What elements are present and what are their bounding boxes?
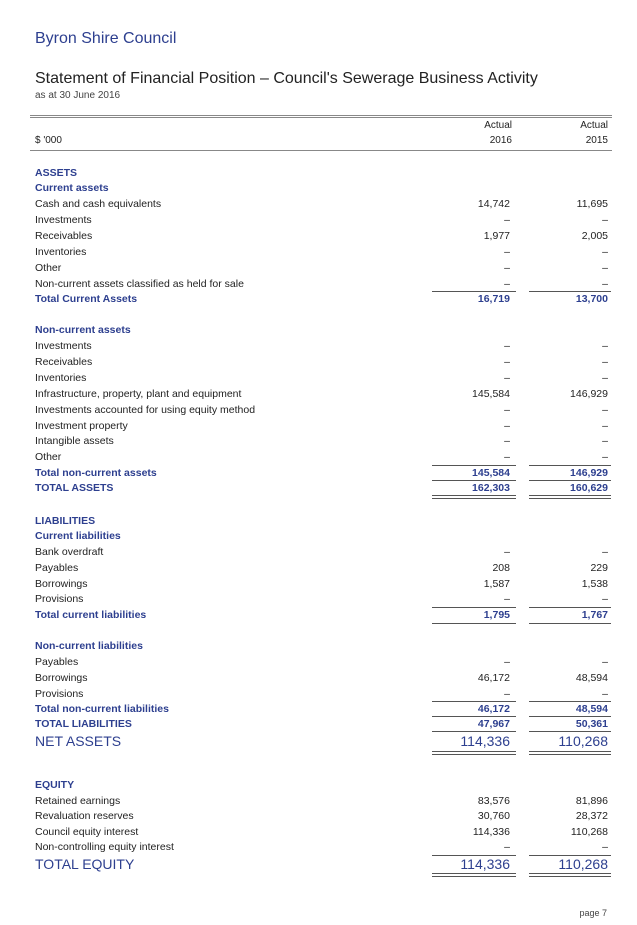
total-assets-row: TOTAL ASSETS 162,303 160,629 xyxy=(35,482,608,494)
table-row: Borrowings 1,587 1,538 xyxy=(35,578,608,590)
table-row: Payables 208 229 xyxy=(35,562,608,574)
subtotal-rule xyxy=(432,623,516,624)
total-liabilities-row: TOTAL LIABILITIES 47,967 50,361 xyxy=(35,718,608,730)
liabilities-heading: LIABILITIES xyxy=(35,515,96,527)
total-equity-row: TOTAL EQUITY 114,336 110,268 xyxy=(35,856,608,872)
table-row: Intangible assets – – xyxy=(35,435,608,447)
net-assets-row: NET ASSETS 114,336 110,268 xyxy=(35,733,608,749)
table-row: Non-controlling equity interest – – xyxy=(35,841,608,853)
table-row: Payables – – xyxy=(35,656,608,668)
total-noncurrent-assets-row: Total non-current assets 145,584 146,929 xyxy=(35,467,608,479)
current-liabilities-heading: Current liabilities xyxy=(35,530,121,542)
council-name: Byron Shire Council xyxy=(35,30,177,47)
total-double-rule xyxy=(529,751,611,755)
header-top-rule-2 xyxy=(30,117,612,118)
table-row: Bank overdraft – – xyxy=(35,546,608,558)
page-number: page 7 xyxy=(579,908,607,918)
total-double-rule xyxy=(432,495,516,499)
table-row: Investments accounted for using equity method – – xyxy=(35,404,608,416)
table-row: Provisions – – xyxy=(35,688,608,700)
assets-heading: ASSETS xyxy=(35,167,78,179)
header-bottom-rule xyxy=(30,150,612,151)
subtotal-rule xyxy=(529,623,611,624)
total-noncurrent-liabilities-row: Total non-current liabilities 46,172 48,594 xyxy=(35,703,608,715)
table-row: Investment property – – xyxy=(35,420,608,432)
col-2016-year: 2016 xyxy=(489,135,512,146)
table-row: Other – – xyxy=(35,451,608,463)
total-double-rule xyxy=(432,873,516,877)
table-row: Revaluation reserves 30,760 28,372 xyxy=(35,810,608,822)
col-2015-year: 2015 xyxy=(585,135,608,146)
col-2016-label: Actual xyxy=(484,120,512,131)
table-row: Council equity interest 114,336 110,268 xyxy=(35,826,608,838)
total-current-assets-row: Total Current Assets 16,719 13,700 xyxy=(35,293,608,305)
statement-title: Statement of Financial Position – Council's Sewerage Business Activity xyxy=(35,70,538,87)
total-double-rule xyxy=(529,495,611,499)
table-row: Inventories – – xyxy=(35,372,608,384)
table-row: Investments – – xyxy=(35,214,608,226)
table-row: Non-current assets classified as held for sale – – xyxy=(35,278,608,290)
equity-heading: EQUITY xyxy=(35,779,75,791)
col-2015-label: Actual xyxy=(580,120,608,131)
unit-label: $ '000 xyxy=(35,135,62,146)
header-top-rule xyxy=(30,115,612,116)
table-row: Other – – xyxy=(35,262,608,274)
table-row: Infrastructure, property, plant and equipment 145,584 146,929 xyxy=(35,388,608,400)
table-row: Borrowings 46,172 48,594 xyxy=(35,672,608,684)
table-row: Cash and cash equivalents 14,742 11,695 xyxy=(35,198,608,210)
statement-date: as at 30 June 2016 xyxy=(35,90,121,101)
table-row: Receivables 1,977 2,005 xyxy=(35,230,608,242)
noncurrent-assets-heading: Non-current assets xyxy=(35,324,131,336)
current-assets-heading: Current assets xyxy=(35,182,109,194)
table-row: Provisions – – xyxy=(35,593,608,605)
total-current-liabilities-row: Total current liabilities 1,795 1,767 xyxy=(35,609,608,621)
table-row: Retained earnings 83,576 81,896 xyxy=(35,795,608,807)
total-double-rule xyxy=(529,873,611,877)
table-row: Inventories – – xyxy=(35,246,608,258)
noncurrent-liabilities-heading: Non-current liabilities xyxy=(35,640,143,652)
total-double-rule xyxy=(432,751,516,755)
table-row: Receivables – – xyxy=(35,356,608,368)
table-row: Investments – – xyxy=(35,340,608,352)
